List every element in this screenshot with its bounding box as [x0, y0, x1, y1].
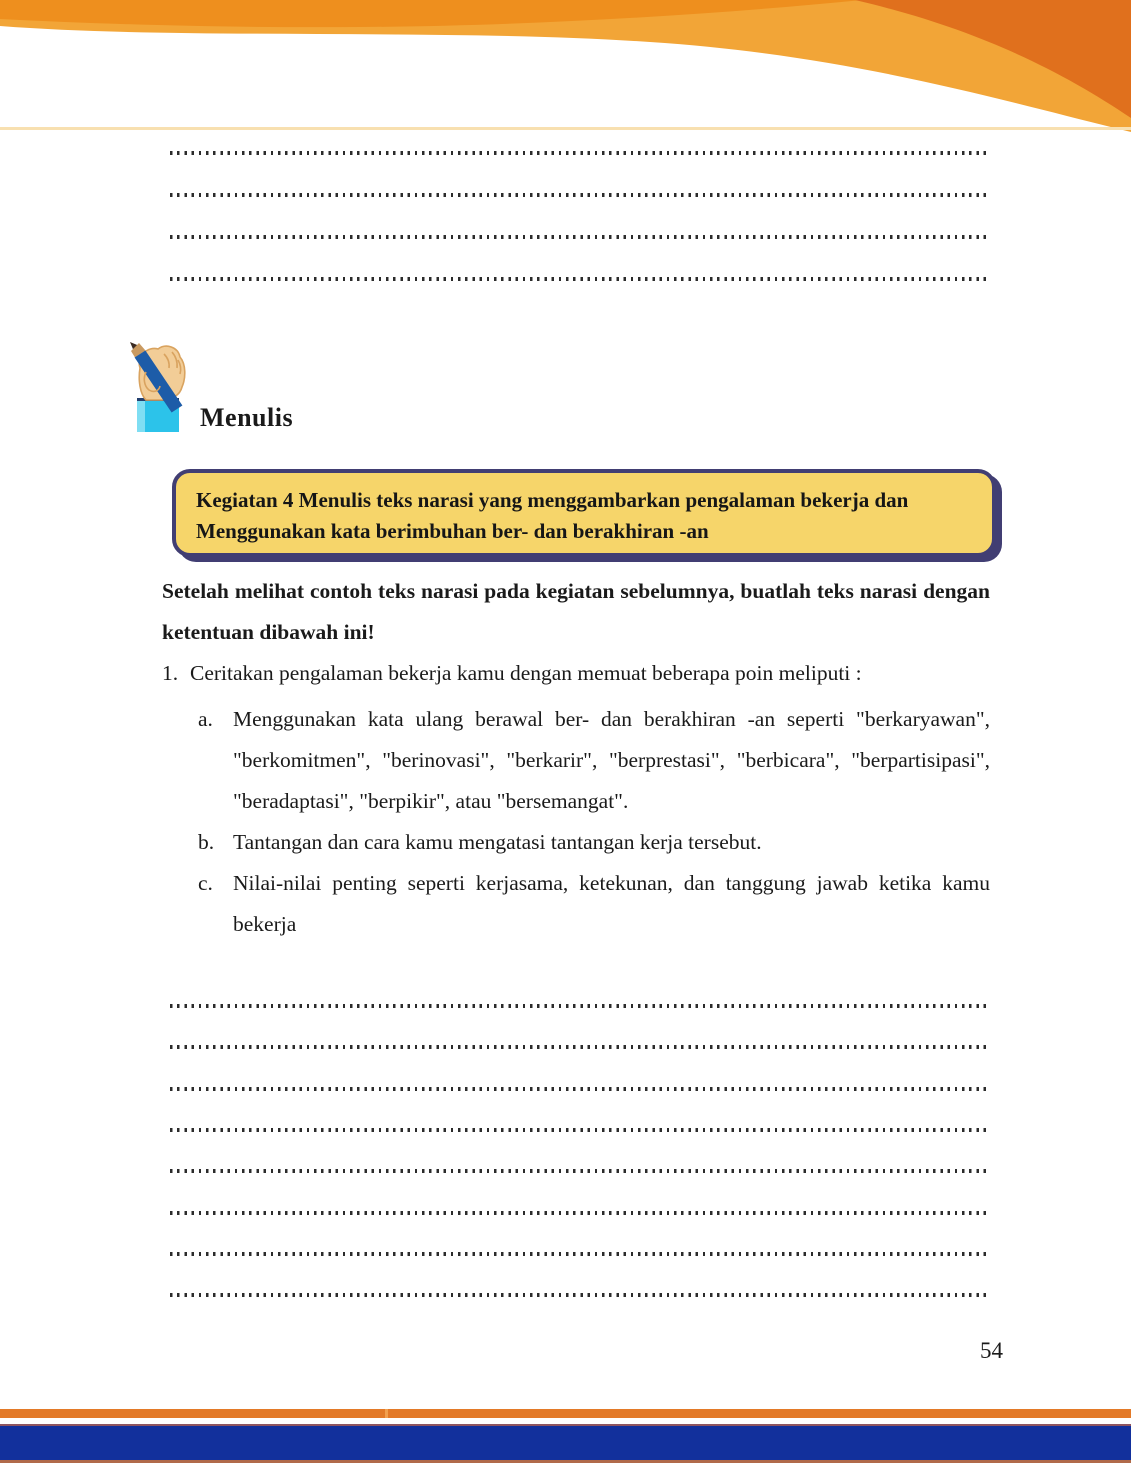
- instructions-block: [162, 571, 990, 945]
- footer-copper-line: [0, 1460, 1131, 1463]
- sleeve-highlight: [137, 399, 145, 432]
- answer-dotted-line: [170, 1087, 988, 1091]
- list-marker-a: a.: [198, 707, 213, 731]
- answer-dotted-line: [170, 1045, 988, 1049]
- page-number: 54: [980, 1338, 1003, 1363]
- list-marker-1: 1.: [162, 661, 179, 685]
- header-swoosh-graphic: [0, 0, 1131, 133]
- answer-dotted-line: [170, 1293, 988, 1297]
- section-heading: Menulis: [200, 403, 294, 432]
- answer-dotted-line: [170, 1004, 988, 1008]
- sublist: [198, 699, 990, 945]
- answer-dotted-line: [170, 151, 988, 155]
- footer-bar-divider: [385, 1409, 388, 1418]
- list-item-c: [198, 863, 990, 945]
- answer-dotted-line: [170, 1252, 988, 1256]
- list-marker-c: c.: [198, 871, 213, 895]
- pencil-in-hand-icon: [124, 336, 190, 432]
- list-item-c-text: Nilai-nilai penting seperti kerjasama, ketekunan, dan tanggung jawab ketika kamu bekerja: [233, 871, 990, 936]
- answer-dotted-line: [170, 277, 988, 281]
- list-item-b: [198, 822, 990, 863]
- answer-dotted-line: [170, 1128, 988, 1132]
- instructions-intro: Setelah melihat contoh teks narasi pada kegiatan sebelumnya, buatlah teks narasi dengan ketentuan dibawah ini!: [162, 579, 990, 644]
- footer-orange-bar: [0, 1409, 1131, 1418]
- list-item-1-text: Ceritakan pengalaman bekerja kamu dengan memuat beberapa poin meliputi :: [190, 661, 862, 685]
- answer-dotted-line: [170, 193, 988, 197]
- activity-title: Kegiatan 4 Menulis teks narasi yang menggambarkan pengalaman bekerja dan Menggunakan kata berimbuhan ber- dan berakhiran -an: [196, 488, 909, 543]
- list-item-a: [198, 699, 990, 822]
- header-divider-line: [0, 127, 1131, 130]
- list-marker-b: b.: [198, 830, 215, 854]
- answer-dotted-line: [170, 1211, 988, 1215]
- answer-dotted-line: [170, 1169, 988, 1173]
- list-item-a-text: Menggunakan kata ulang berawal ber- dan berakhiran -an seperti "berkaryawan", "berkomitmen", "berinovasi", "berkarir", "berprestasi", "berbicara", "berpartisipasi", "beradaptasi", "berpikir", atau "bersemangat".: [233, 707, 990, 813]
- activity-title-box: [172, 469, 996, 557]
- footer-blue-bar: [0, 1426, 1131, 1460]
- answer-dotted-line: [170, 235, 988, 239]
- list-item-1: [162, 653, 990, 694]
- list-item-b-text: Tantangan dan cara kamu mengatasi tantangan kerja tersebut.: [233, 830, 762, 854]
